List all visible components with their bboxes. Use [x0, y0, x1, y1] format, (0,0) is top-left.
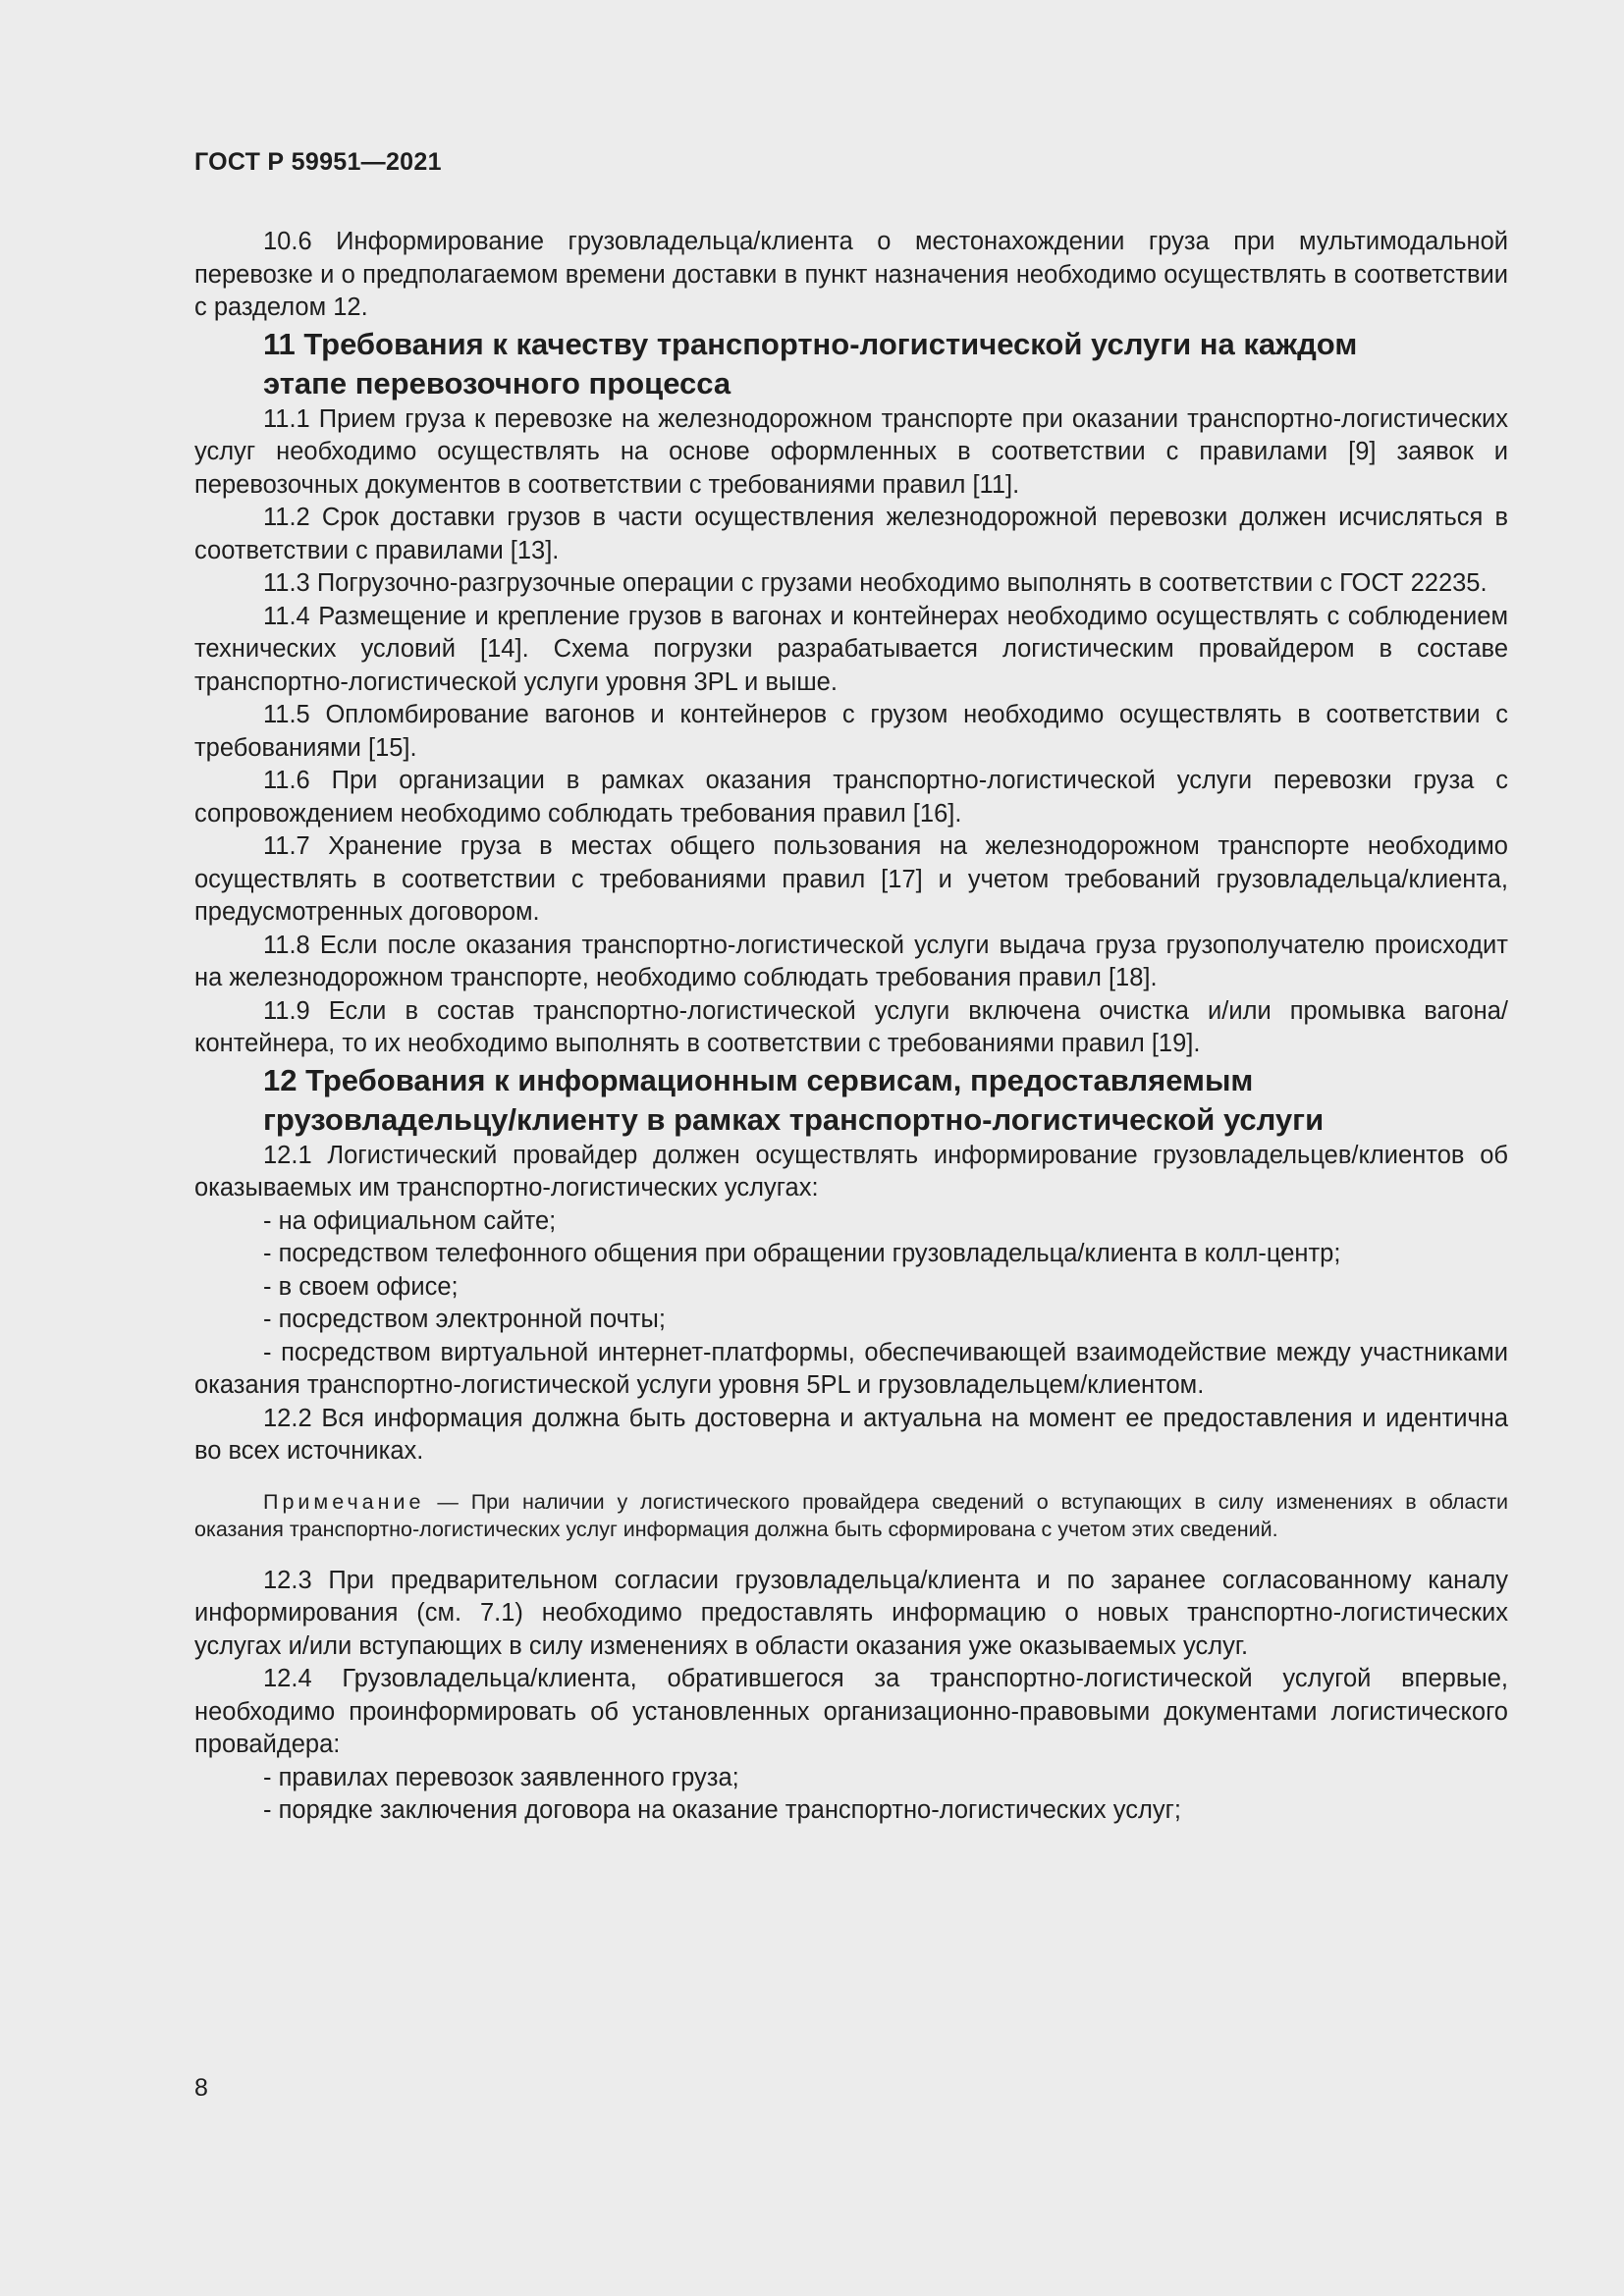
paragraph-12-3: 12.3 При предварительном согласии грузовладельца/клиента и по заранее согласованному каналу информирования (см. 7.1) необходимо предоставлять информацию о новых транспортно-логистических услугах и/или вступающих в силу изменениях в области оказания уже оказываемых услуг. — [194, 1566, 1508, 1660]
list-item: - посредством электронной почты; — [263, 1306, 666, 1333]
list-item: - в своем офисе; — [263, 1272, 459, 1301]
section-11-title — [194, 325, 1508, 403]
list-item: - посредством телефонного общения при обращении грузовладельца/клиента в колл-центр; — [263, 1240, 1341, 1267]
section-12-title — [194, 1061, 1508, 1140]
standard-header: ГОСТ Р 59951—2021 — [194, 148, 442, 176]
note — [194, 1488, 1508, 1543]
section-11-title-line2: этапе перевозочного процесса — [263, 365, 731, 400]
section-12-title-line1: 12 Требования к информационным сервисам, предоставляемым — [263, 1062, 1254, 1097]
section-11-title-line1: 11 Требования к качеству транспортно-логистической услуги на каждом — [263, 326, 1358, 361]
paragraph-11-2: 11.2 Срок доставки грузов в части осуществления железнодорожной перевозки должен исчисляться в соответствии с правилами [13]. — [194, 504, 1508, 564]
note-label: Примечание — [263, 1489, 425, 1514]
list-item: - порядке заключения договора на оказание транспортно-логистических услуг; — [263, 1796, 1181, 1824]
paragraph-11-9: 11.9 Если в состав транспортно-логистической услуги включена очистка и/или промывка вагона/контейнера, то их необходимо выполнять в соответствии с требованиями правил [19]. — [194, 996, 1508, 1057]
page-number: 8 — [194, 2074, 208, 2102]
list-item: - посредством виртуальной интернет-платформы, обеспечивающей взаимодействие между участниками оказания транспортно-логистической услуги уровня 5PL и грузовладельцем/клиентом. — [194, 1338, 1508, 1399]
paragraph-11-8: 11.8 Если после оказания транспортно-логистической услуги выдача груза грузополучателю происходит на железнодорожном транспорте, необходимо соблюдать требования правил [18]. — [194, 931, 1508, 991]
paragraph-11-5: 11.5 Опломбирование вагонов и контейнеров с грузом необходимо осуществлять в соответствии с требованиями [15]. — [194, 701, 1508, 762]
paragraph-11-7: 11.7 Хранение груза в местах общего пользования на железнодорожном транспорте необходимо осуществлять в соответствии с требованиями правил [17] и учетом требований грузовладельца/клиента, предусмотренных договором. — [194, 832, 1508, 926]
section-12-title-line2: грузовладельцу/клиенту в рамках транспортно-логистической услуги — [263, 1101, 1325, 1137]
note-text: — При наличии у логистического провайдера сведений о вступающих в силу изменениях в области оказания транспортно-логистических услуг информация должна быть сформирована с учетом этих сведений. — [194, 1489, 1508, 1541]
paragraph-10-6: 10.6 Информирование грузовладельца/клиента о местонахождении груза при мультимодальной перевозке и о предполагаемом времени доставки в пункт назначения необходимо осуществлять в соответствии с разделом 12. — [194, 228, 1508, 321]
list-item: - правилах перевозок заявленного груза; — [263, 1763, 739, 1791]
paragraph-12-2: 12.2 Вся информация должна быть достоверна и актуальна на момент ее предоставления и идентична во всех источниках. — [194, 1404, 1508, 1465]
paragraph-12-4: 12.4 Грузовладельца/клиента, обратившегося за транспортно-логистической услугой впервые, необходимо проинформировать об установленных организационно-правовыми документами логистического провайдера: — [194, 1665, 1508, 1758]
paragraph-12-1: 12.1 Логистический провайдер должен осуществлять информирование грузовладельцев/клиентов об оказываемых им транспортно-логистических услугах: — [194, 1141, 1508, 1201]
paragraph-11-4: 11.4 Размещение и крепление грузов в вагонах и контейнерах необходимо осуществлять с соблюдением технических условий [14]. Схема погрузки разрабатывается логистическим провайдером в составе транспортно-логистической услуги уровня 3PL и выше. — [194, 602, 1508, 696]
list-item: - на официальном сайте; — [263, 1206, 557, 1235]
paragraph-11-1: 11.1 Прием груза к перевозке на железнодорожном транспорте при оказании транспортно-логистических услуг необходимо осуществлять на основе оформленных в соответствии с правилами [9] заявок и перевозочных документов в соответствии с требованиями правил [11]. — [194, 404, 1508, 499]
paragraph-11-3: 11.3 Погрузочно-разгрузочные операции с грузами необходимо выполнять в соответствии с ГОСТ 22235. — [263, 569, 1488, 597]
paragraph-11-6: 11.6 При организации в рамках оказания транспортно-логистической услуги перевозки груза с сопровождением необходимо соблюдать требования правил [16]. — [194, 767, 1508, 828]
document-page — [194, 145, 1508, 1828]
